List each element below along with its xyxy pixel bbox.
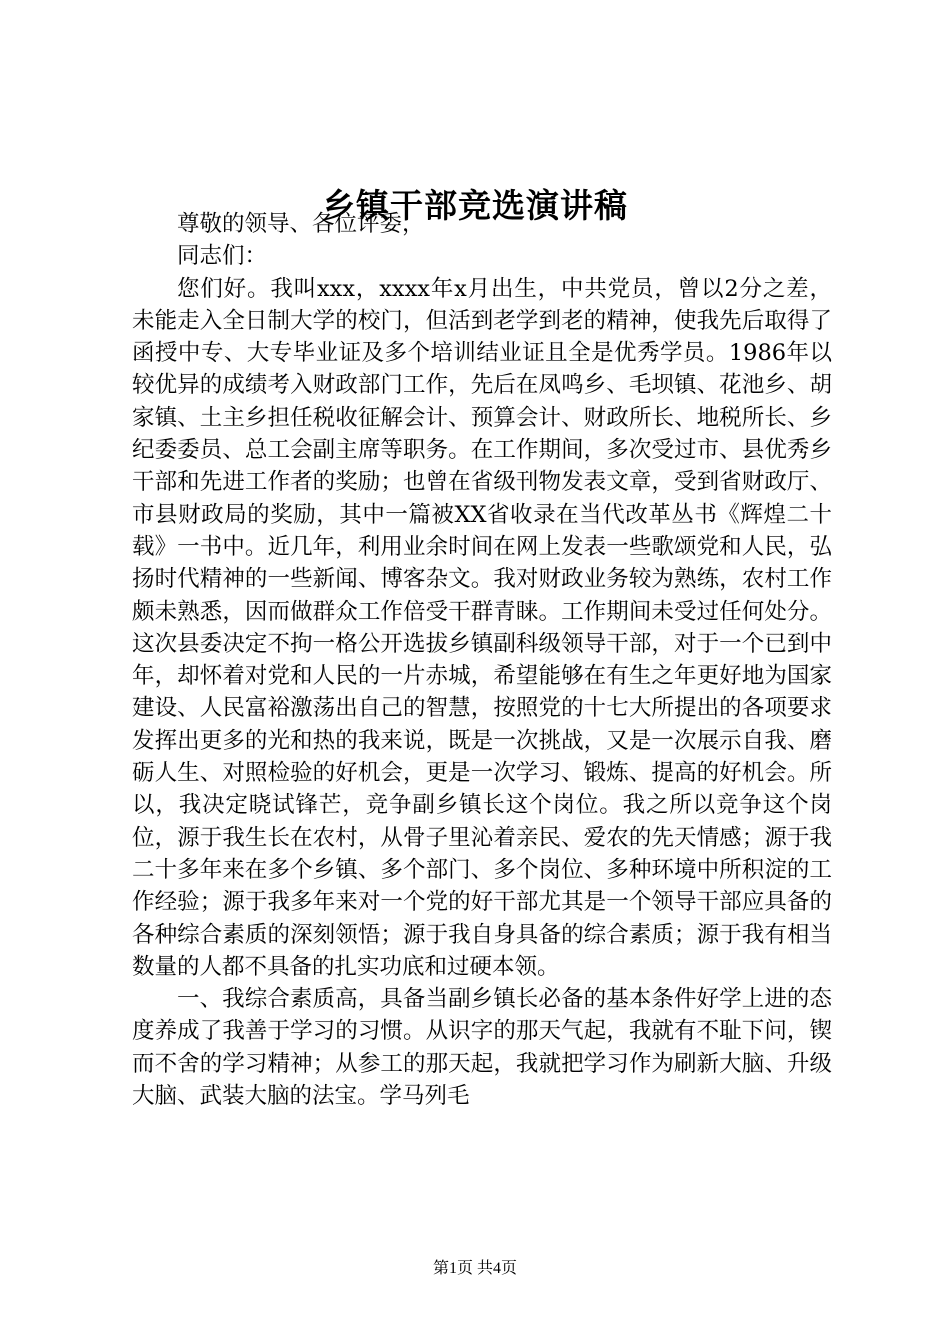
page-number-footer: 第1页 共4页 xyxy=(432,1260,517,1277)
salutation-line: 尊敬的领导、各位评委， xyxy=(177,211,425,237)
document-title: 乡镇干部竞选演讲稿 xyxy=(322,186,628,225)
salutation-line: 同志们： xyxy=(177,243,268,270)
body-paragraph: 您们好。我叫xxx，xxxx年x月出生，中共党员，曾以2分之差，未能走入全日制大学的校门，但活到老学到老的精神，使我先后取得了函授中专、大专毕业证及多个培训结业证且全是优秀学员。1986年以较优异的成绩考入财政部门工作，先后在凤鸣乡、毛坝镇、花池乡、胡家镇、土主乡担任税收征解会计、预算会计、财政所长、地税所长、乡纪委委员、总工会副主席等职务。在工作期间，多次受过市、县优秀乡干部和先进工作者的奖励；也曾在省级刊物发表文章，受到省财政厅、市县财政局的奖励，其中一篇被XX省收录在当代改革丛书《辉煌二十载》一书中。近几年，利用业余时间在网上发表一些歌颂党和人民，弘扬时代精神的一些新闻、博客杂文。我对财政业务较为熟练，农村工作颇未熟悉，因而做群众工作倍受干群青睐。工作期间未受过任何处分。这次县委决定不拘一格公开选拔乡镇副科级领导干部，对于一个已到中年，却怀着对党和人民的一片赤城，希望能够在有生之年更好地为国家建设、人民富裕激荡出自己的智慧，按照党的十七大所提出的各项要求发挥出更多的光和热的我来说，既是一次挑战，又是一次展示自我、磨砺人生、对照检验的好机会，更是一次学习、锻炼、提高的好机会。所以，我决定晓试锋芒，竞争副乡镇长这个岗位。我之所以竞争这个岗位，源于我生长在农村，从骨子里沁着亲民、爱农的先天情感；源于我二十多年来在多个乡镇、多个部门、多个岗位、多种环境中所积淀的工作经验；源于我多年来对一个党的好干部尤其是一个领导干部应具备的各种综合素质的深刻领悟；源于我自身具备的综合素质；源于我有相当数量的人都不具备的扎实功底和过硬本领。 xyxy=(132,275,832,980)
document-body xyxy=(132,208,832,1112)
body-paragraph: 一、我综合素质高，具备当副乡镇长必备的基本条件好学上进的态度养成了我善于学习的习惯。从识字的那天气起，我就有不耻下问，锲而不舍的学习精神；从参工的那天起，我就把学习作为刷新大脑、升级大脑、武装大脑的法宝。学马列毛 xyxy=(132,986,832,1110)
